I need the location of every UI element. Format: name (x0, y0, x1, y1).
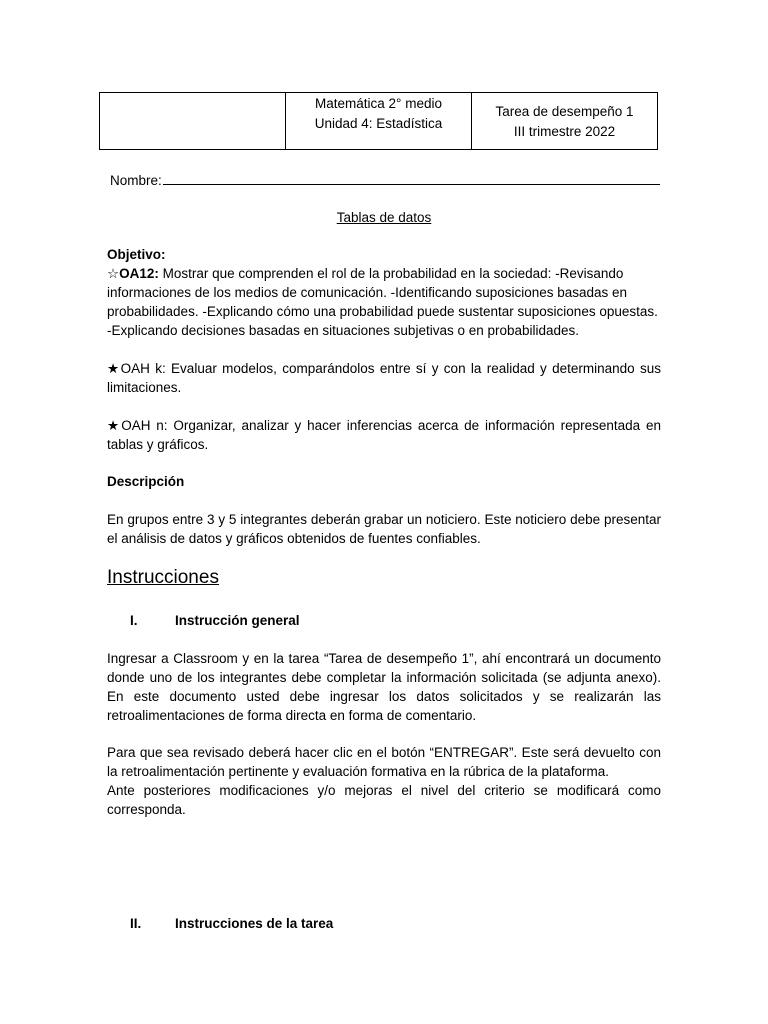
objective-heading: Objetivo: (107, 247, 166, 262)
objective-oahn (107, 416, 661, 454)
unit-line: Unidad 4: Estadística (314, 116, 443, 131)
name-blank-line (163, 170, 660, 185)
subject-line: Matemática 2° medio (315, 96, 442, 111)
modifications-paragraph: Ante posteriores modificaciones y/o mejoras el nivel del criterio se modificará como corresponda. (107, 783, 661, 817)
section-title: Instrucciones de la tarea (175, 916, 334, 931)
oa12-code: OA12: (119, 266, 159, 281)
objective-oahk (107, 359, 661, 397)
section-number: I. (130, 613, 138, 628)
outline-star-icon: ☆ (107, 266, 120, 281)
section-title: Instrucción general (175, 613, 300, 628)
header-table (99, 92, 658, 150)
term-line: III trimestre 2022 (513, 124, 616, 139)
description-heading: Descripción (107, 474, 185, 489)
description-text: En grupos entre 3 y 5 integrantes deberán grabar un noticiero. Este noticiero debe presentar el análisis de datos y gráficos obtenidos de fuentes confiables. (107, 512, 661, 546)
section-number: II. (130, 916, 142, 931)
header-subject-cell (286, 93, 472, 150)
name-field (110, 170, 670, 190)
section-task-heading (130, 914, 333, 933)
filled-star-icon: ★ (107, 361, 121, 376)
task-line: Tarea de desempeño 1 (495, 104, 634, 119)
objective-oa12 (107, 264, 661, 340)
oahk-text: OAH k: Evaluar modelos, comparándolos entre sí y con la realidad y determinando sus limitaciones. (107, 361, 661, 395)
oahn-text: OAH n: Organizar, analizar y hacer inferencias acerca de información representada en tablas y gráficos. (107, 418, 661, 452)
filled-star-icon: ★ (107, 418, 122, 433)
submission-paragraph: Para que sea revisado deberá hacer clic en el botón “ENTREGAR”. Este será devuelto con la retroalimentación pertinente y evaluación formativa en la rúbrica de la plataforma. (107, 745, 661, 779)
document-title: Tablas de datos (336, 210, 432, 225)
section-general-heading (130, 611, 300, 630)
instructions-title: Instrucciones (107, 567, 219, 588)
name-label: Nombre: (110, 173, 162, 188)
header-task-cell (472, 93, 658, 150)
general-instructions-paragraph: Ingresar a Classroom y en la tarea “Tarea de desempeño 1”, ahí encontrará un documento donde uno de los integrantes debe completar la información solicitada (se adjunta anexo). En este documento usted debe ingresar los datos solicitados y se realizarán las retroalimentaciones de forma directa en forma de comentario. (107, 651, 661, 723)
oa12-text: Mostrar que comprenden el rol de la probabilidad en la sociedad: -Revisando informaciones de los medios de comunicación. -Identificando suposiciones basadas en probabilidades. -Explicando cómo una probabilidad puede sustentar suposiciones opuestas. -Explicando decisiones basadas en situaciones subjetivas o en probabilidades. (107, 266, 658, 338)
header-blank-cell (100, 93, 286, 150)
